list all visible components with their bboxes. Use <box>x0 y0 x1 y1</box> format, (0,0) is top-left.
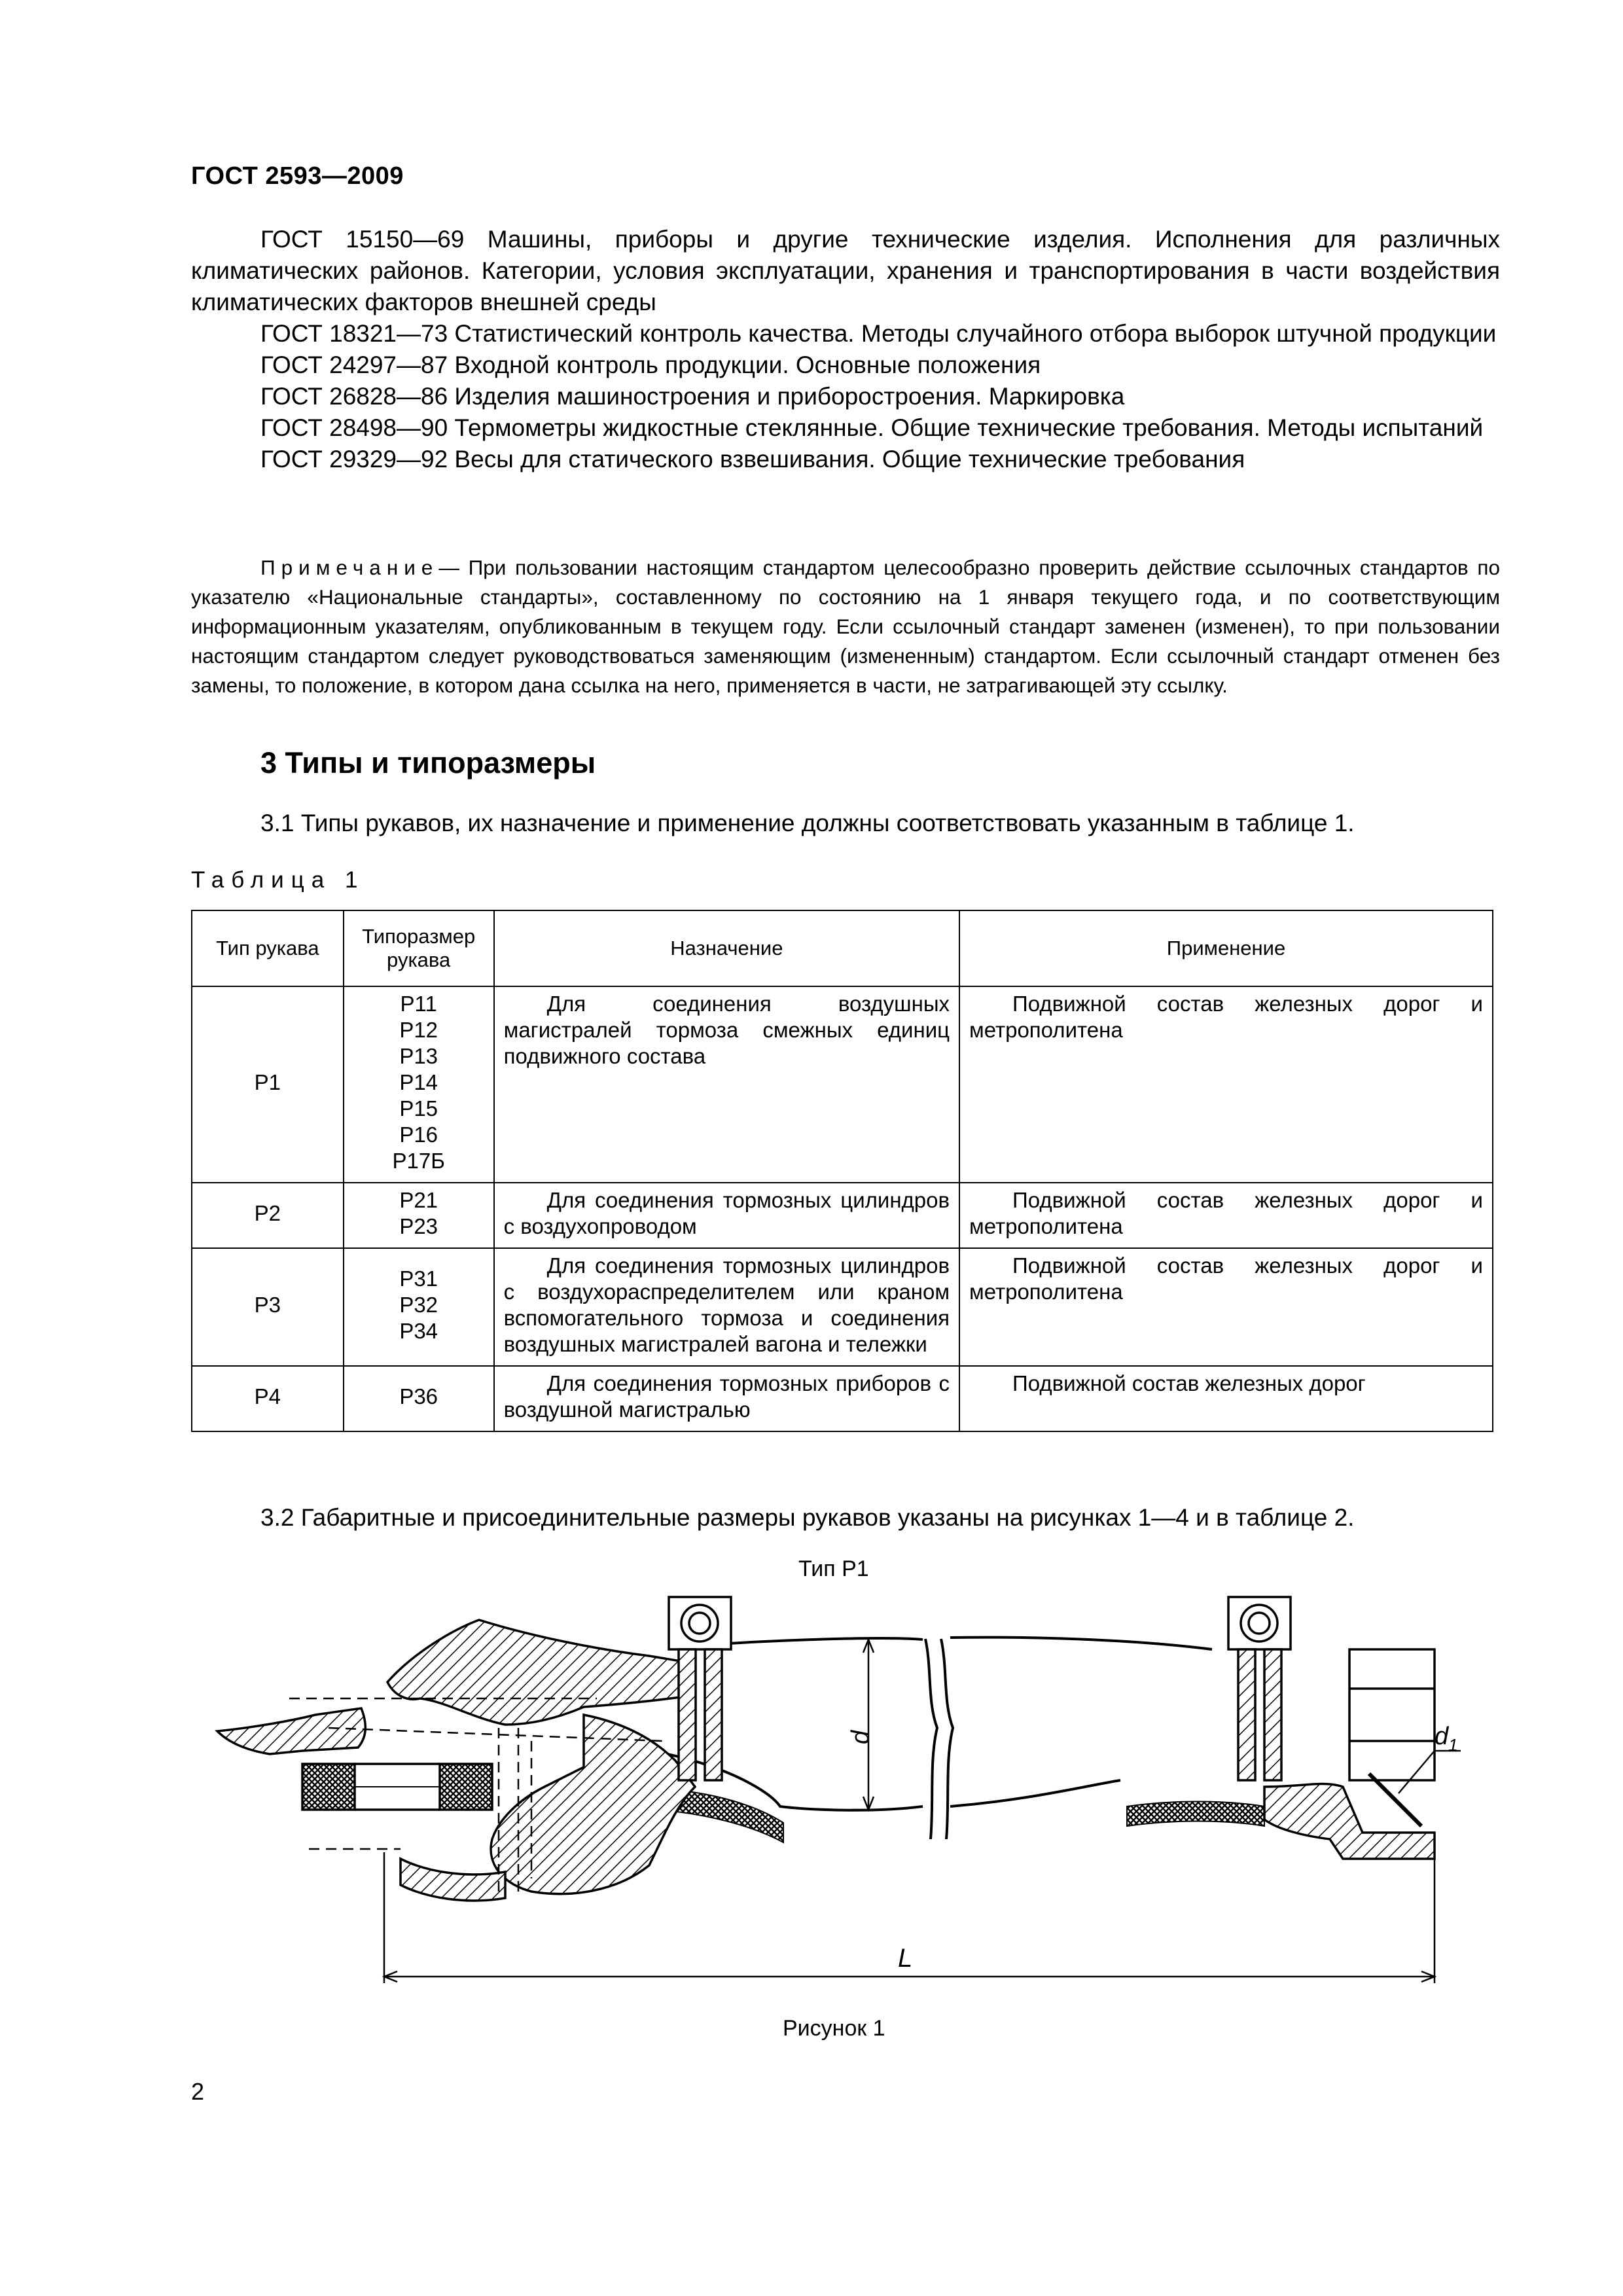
cell-sizes: Р21 Р23 <box>344 1183 494 1248</box>
reference-item: ГОСТ 18321—73 Статистический контроль качества. Методы случайного отбора выборок штучной продукции <box>260 320 1497 347</box>
cell-application: Подвижной состав железных дорог <box>959 1366 1493 1431</box>
document-header: ГОСТ 2593—2009 <box>191 162 404 190</box>
cell-type: Р1 <box>192 986 344 1183</box>
coupling-head <box>217 1620 695 1901</box>
dimension-d <box>852 1640 885 1810</box>
hose-drawing <box>191 1590 1461 1996</box>
header-type: Тип рукава <box>192 910 344 986</box>
table-caption: Таблица 1 <box>191 867 365 893</box>
page-number: 2 <box>191 2078 205 2105</box>
note-label: Примечание <box>260 556 439 579</box>
cell-purpose: Для соединения воздушных магистралей тормоза смежных единиц подвижного состава <box>494 986 959 1183</box>
header-application: Применение <box>959 910 1493 986</box>
references-note <box>191 553 1500 700</box>
table-row <box>192 1183 1493 1248</box>
cell-purpose: Для соединения тормозных цилиндров с воздухораспределителем или краном вспомогательного тормоза и соединения воздушных магистралей вагона и тележки <box>494 1248 959 1366</box>
threaded-nipple <box>1264 1649 1435 1859</box>
normative-references <box>191 224 1500 475</box>
table-row <box>192 1366 1493 1431</box>
cell-sizes: Р31 Р32 Р34 <box>344 1248 494 1366</box>
dimension-L-label: L <box>898 1944 913 1973</box>
header-purpose: Назначение <box>494 910 959 986</box>
table-row <box>192 1248 1493 1366</box>
paragraph-3-1: 3.1 Типы рукавов, их назначение и применение должны соответствовать указанным в таблице 1. <box>260 810 1355 836</box>
cell-type: Р4 <box>192 1366 344 1431</box>
figure-caption: Рисунок 1 <box>783 2016 885 2041</box>
reference-item: ГОСТ 29329—92 Весы для статического взвешивания. Общие технические требования <box>260 446 1245 473</box>
cell-application: Подвижной состав железных дорог и метрополитена <box>959 1248 1493 1366</box>
paragraph-3-2: 3.2 Габаритные и присоединительные размеры рукавов указаны на рисунках 1—4 и в таблице 2. <box>260 1504 1355 1531</box>
reference-item: ГОСТ 26828—86 Изделия машиностроения и приборостроения. Маркировка <box>260 383 1125 410</box>
cell-sizes: Р36 <box>344 1366 494 1431</box>
table-header-row <box>192 910 1493 986</box>
cell-sizes: Р11 Р12 Р13 Р14 Р15 Р16 Р17Б <box>344 986 494 1183</box>
reference-item: ГОСТ 15150—69 Машины, приборы и другие технические изделия. Исполнения для различных климатических районов. Категории, условия эксплуатации, хранения и транспортирования в части воздействия климатических факторов внешней среды <box>191 226 1500 315</box>
hose-braid <box>643 1789 1264 1842</box>
cell-purpose: Для соединения тормозных приборов с воздушной магистралью <box>494 1366 959 1431</box>
dimension-d-label: d <box>847 1730 874 1744</box>
table-row <box>192 986 1493 1183</box>
left-clamp <box>669 1597 731 1780</box>
right-clamp <box>1228 1597 1291 1780</box>
cell-type: Р2 <box>192 1183 344 1248</box>
figure-type-label: Тип Р1 <box>798 1556 869 1581</box>
dimension-d1-label: $d_1$ <box>1435 1723 1458 1755</box>
note-text: — При пользовании настоящим стандартом целесообразно проверить действие ссылочных стандартов по указателю «Национальные стандарты», составленному по состоянию на 1 января текущего года, и по соответствующим информационным указателям, опубликованным в текущем году. Если ссылочный стандарт заменен (изменен), то при пользовании настоящим стандартом следует руководствоваться заменяющим (измененным) стандартом. Если ссылочный стандарт отменен без замены, то положение, в котором дана ссылка на него, применяется в части, не затрагивающей эту ссылку. <box>191 556 1500 697</box>
header-size: Типоразмер рукава <box>344 910 494 986</box>
reference-item: ГОСТ 24297—87 Входной контроль продукции. Основные положения <box>260 351 1041 378</box>
cell-application: Подвижной состав железных дорог и метрополитена <box>959 1183 1493 1248</box>
cell-purpose: Для соединения тормозных цилиндров с воздухопроводом <box>494 1183 959 1248</box>
section-heading: 3 Типы и типоразмеры <box>260 746 596 780</box>
cell-type: Р3 <box>192 1248 344 1366</box>
hose-types-table <box>191 910 1493 1432</box>
cell-application: Подвижной состав железных дорог и метрополитена <box>959 986 1493 1183</box>
reference-item: ГОСТ 28498—90 Термометры жидкостные стеклянные. Общие технические требования. Методы испытаний <box>260 414 1484 441</box>
